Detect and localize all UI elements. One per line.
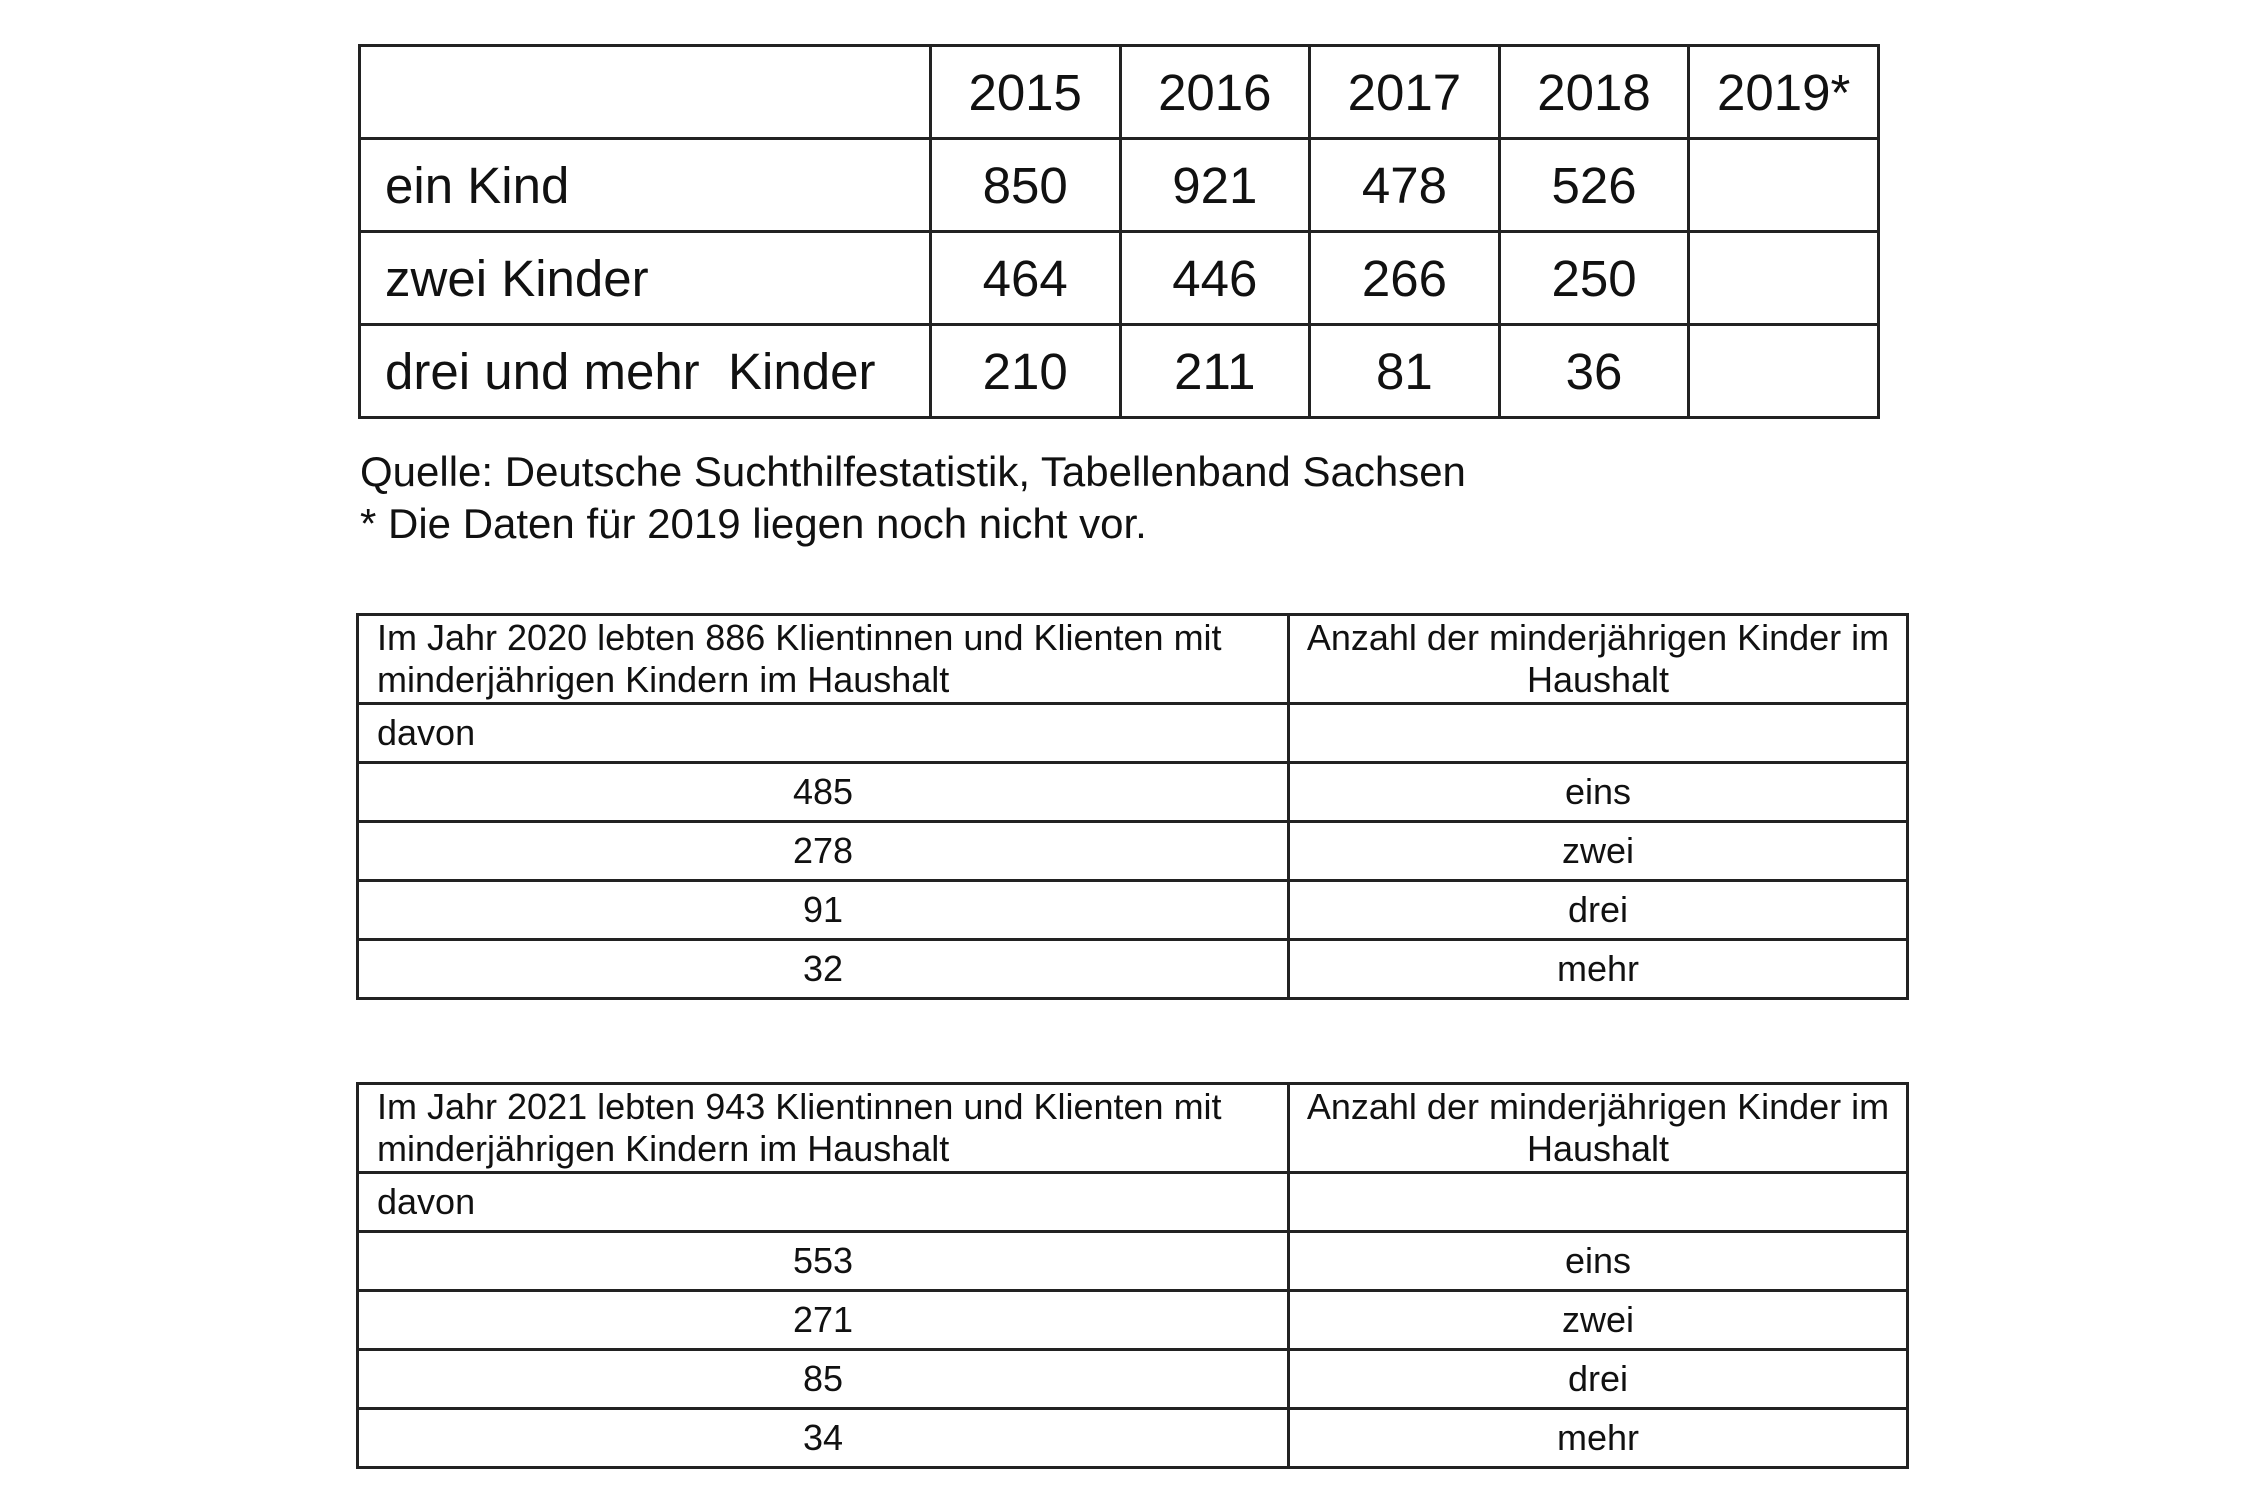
table-row — [358, 1173, 1908, 1232]
kids-cell: mehr — [1289, 940, 1908, 999]
count-cell: 553 — [358, 1232, 1289, 1291]
count-cell: 34 — [358, 1409, 1289, 1468]
empty-cell — [1289, 1173, 1908, 1232]
table-cell — [1689, 232, 1879, 325]
footnote: * Die Daten für 2019 liegen noch nicht vor. — [360, 500, 1147, 547]
count-cell: 485 — [358, 763, 1289, 822]
table-cell: 211 — [1120, 325, 1310, 418]
year-header: 2016 — [1120, 46, 1310, 139]
table-row — [358, 822, 1908, 881]
table-cell — [1689, 325, 1879, 418]
kids-cell: drei — [1289, 1350, 1908, 1409]
kids-cell: drei — [1289, 881, 1908, 940]
year-header: 2019* — [1689, 46, 1879, 139]
table-header-row — [360, 46, 1879, 139]
table-row — [360, 325, 1879, 418]
davon-label: davon — [358, 704, 1289, 763]
table-2020 — [356, 613, 1909, 1000]
source-note: Quelle: Deutsche Suchthilfestatistik, Tabellenband Sachsen — [360, 448, 1466, 495]
kids-cell: eins — [1289, 763, 1908, 822]
kids-cell: mehr — [1289, 1409, 1908, 1468]
table-cell: 210 — [930, 325, 1120, 418]
count-cell: 32 — [358, 940, 1289, 999]
table-cell: 478 — [1310, 139, 1500, 232]
kids-cell: eins — [1289, 1232, 1908, 1291]
table-row — [360, 139, 1879, 232]
davon-label: davon — [358, 1173, 1289, 1232]
table-cell: 446 — [1120, 232, 1310, 325]
row-label: drei und mehr Kinder — [360, 325, 931, 418]
table-row — [358, 940, 1908, 999]
table-cell: 464 — [930, 232, 1120, 325]
table-cell: 36 — [1499, 325, 1689, 418]
table-2021 — [356, 1082, 1909, 1469]
year-header: 2018 — [1499, 46, 1689, 139]
year-header: 2017 — [1310, 46, 1500, 139]
table-cell: 250 — [1499, 232, 1689, 325]
count-cell: 91 — [358, 881, 1289, 940]
table-row — [360, 232, 1879, 325]
row-label: ein Kind — [360, 139, 931, 232]
table-row — [358, 763, 1908, 822]
header-children-count: Anzahl der minderjährigen Kinder im Haushalt — [1289, 1084, 1908, 1173]
table-row — [358, 1291, 1908, 1350]
table-cell: 850 — [930, 139, 1120, 232]
table-row — [358, 881, 1908, 940]
header-description: Im Jahr 2020 lebten 886 Klientinnen und Klienten mit minderjährigen Kindern im Haushalt — [358, 615, 1289, 704]
kids-cell: zwei — [1289, 822, 1908, 881]
table-row — [358, 1350, 1908, 1409]
count-cell: 271 — [358, 1291, 1289, 1350]
row-label: zwei Kinder — [360, 232, 931, 325]
count-cell: 278 — [358, 822, 1289, 881]
table-cell: 526 — [1499, 139, 1689, 232]
table-cell — [1689, 139, 1879, 232]
header-description: Im Jahr 2021 lebten 943 Klientinnen und Klienten mit minderjährigen Kindern im Haushalt — [358, 1084, 1289, 1173]
table-header-row — [358, 1084, 1908, 1173]
header-empty-cell — [360, 46, 931, 139]
count-cell: 85 — [358, 1350, 1289, 1409]
table-row — [358, 1409, 1908, 1468]
yearly-children-table — [358, 44, 1880, 419]
table-cell: 266 — [1310, 232, 1500, 325]
table-row — [358, 704, 1908, 763]
empty-cell — [1289, 704, 1908, 763]
header-children-count: Anzahl der minderjährigen Kinder im Haushalt — [1289, 615, 1908, 704]
year-header: 2015 — [930, 46, 1120, 139]
table-row — [358, 1232, 1908, 1291]
table-cell: 81 — [1310, 325, 1500, 418]
table-header-row — [358, 615, 1908, 704]
kids-cell: zwei — [1289, 1291, 1908, 1350]
table-cell: 921 — [1120, 139, 1310, 232]
